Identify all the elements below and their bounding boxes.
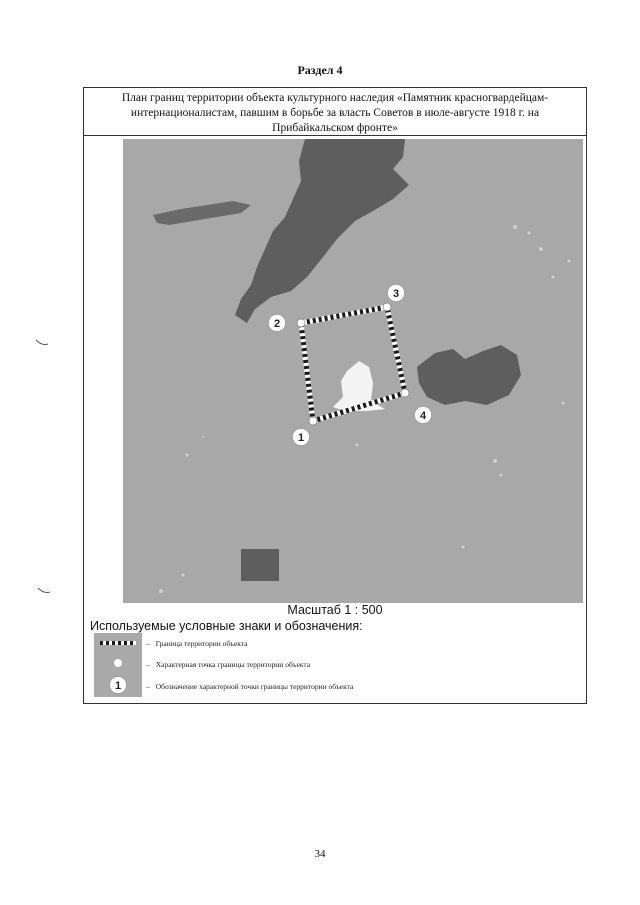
aerial-map [123, 139, 583, 603]
legend-item-label: – Обозначение характерной точки границы территории объекта [146, 682, 354, 691]
characteristic-point-3 [383, 303, 391, 311]
point-label-2: 2 [273, 318, 281, 330]
point-label-1: 1 [297, 432, 305, 444]
characteristic-point-1 [309, 417, 317, 425]
section-title: Раздел 4 [297, 63, 343, 77]
legend-label-icon: 1 [114, 680, 122, 692]
plan-title: План границ территории объекта культурного наследия «Памятник красногвардейцам-интернационалистам, павшим в борьбе за власть Советов в июле-августе 1918 г. на Прибайкальском фронте» [84, 88, 586, 136]
legend-item-point: – Характерная точка границы территории объекта [146, 660, 311, 669]
point-label-3: 3 [392, 288, 400, 300]
characteristic-point-2 [297, 319, 305, 327]
map-scale: Масштаб 1 : 500 [287, 603, 383, 617]
legend-title: Используемые условные знаки и обозначения: [90, 619, 363, 633]
legend-item-boundary: – Граница территории объекта [146, 639, 248, 648]
dark-patch-south [241, 549, 279, 581]
margin-mark-lower [36, 586, 52, 598]
legend-symbols [94, 633, 142, 697]
margin-mark-upper [34, 338, 50, 350]
map-area [123, 139, 583, 603]
page-number: 34 [314, 848, 326, 860]
point-label-4: 4 [419, 410, 427, 422]
legend-point-icon [114, 659, 122, 667]
plan-frame [83, 87, 587, 704]
characteristic-point-4 [401, 389, 409, 397]
